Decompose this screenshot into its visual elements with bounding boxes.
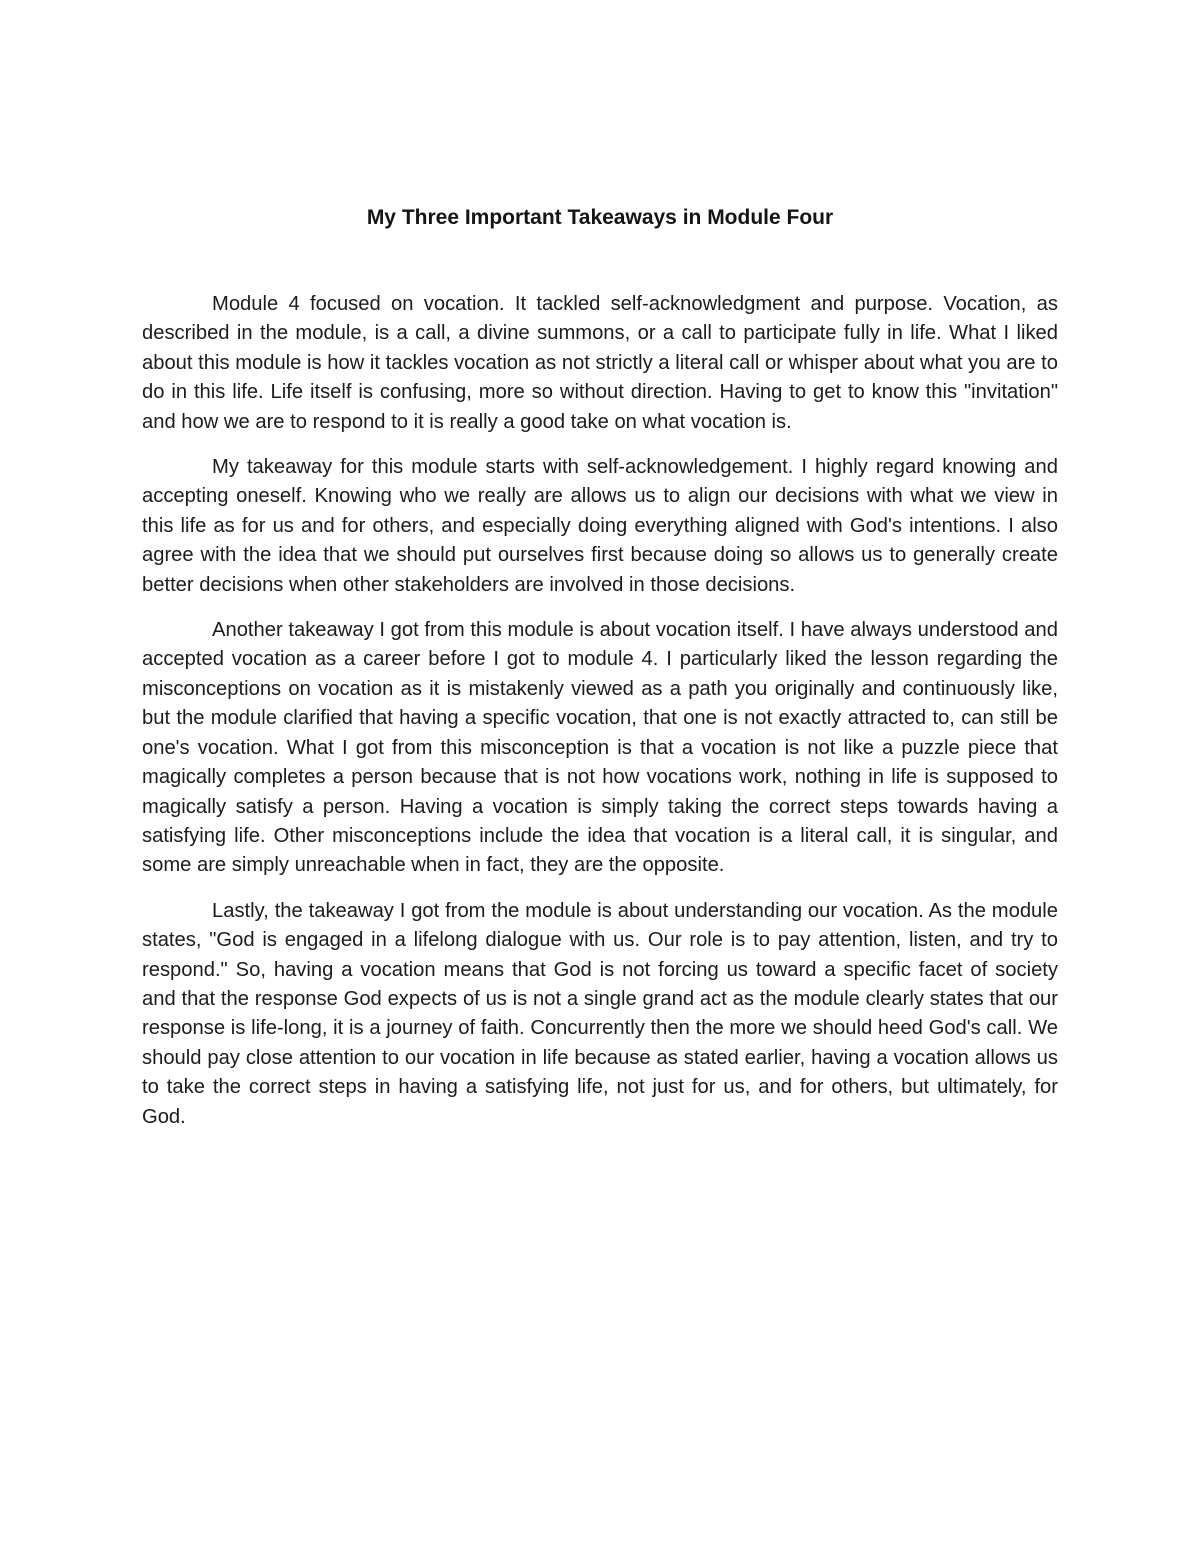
paragraph-understanding-vocation: Lastly, the takeaway I got from the module is about understanding our vocation. As the module states, "God is engaged in a lifelong dialogue with us. Our role is to pay attention, listen, and try to respond." So, having a vocation means that God is not forcing us toward a specific facet of society and that the response God expects of us is not a single grand act as the module clearly states that our response is life-long, it is a journey of faith. Concurrently then the more we should heed God's call. We should pay close attention to our vocation in life because as stated earlier, having a vocation allows us to take the correct steps in having a satisfying life, not just for us, and for others, but ultimately, for God.: [142, 899, 1058, 1128]
paragraph-vocation-misconceptions: Another takeaway I got from this module is about vocation itself. I have always understood and accepted vocation as a career before I got to module 4. I particularly liked the lesson regarding the misconceptions on vocation as it is mistakenly viewed as a path you originally and continuously like, but the module clarified that having a specific vocation, that one is not exactly attracted to, can still be one's vocation. What I got from this misconception is that a vocation is not like a puzzle piece that magically completes a person because that is not how vocations work, nothing in life is supposed to magically satisfy a person. Having a vocation is simply taking the correct steps towards having a satisfying life. Other misconceptions include the idea that vocation is a literal call, it is singular, and some are simply unreachable when in fact, they are the opposite.: [142, 619, 1058, 877]
document-body: [142, 290, 1058, 1148]
paragraph-intro: Module 4 focused on vocation. It tackled self-acknowledgment and purpose. Vocation, as described in the module, is a call, a divine summons, or a call to participate fully in life. What I liked about this module is how it tackles vocation as not strictly a literal call or whisper about what you are to do in this life. Life itself is confusing, more so without direction. Having to get to know this "invitation" and how we are to respond to it is really a good take on what vocation is.: [142, 293, 1058, 433]
paragraph-self-acknowledgement: My takeaway for this module starts with self-acknowledgement. I highly regard knowing and accepting oneself. Knowing who we really are allows us to align our decisions with what we view in this life as for us and for others, and especially doing everything aligned with God's intentions. I also agree with the idea that we should put ourselves first because doing so allows us to generally create better decisions when other stakeholders are involved in those decisions.: [142, 456, 1058, 596]
document-title: My Three Important Takeaways in Module Four: [366, 206, 834, 229]
